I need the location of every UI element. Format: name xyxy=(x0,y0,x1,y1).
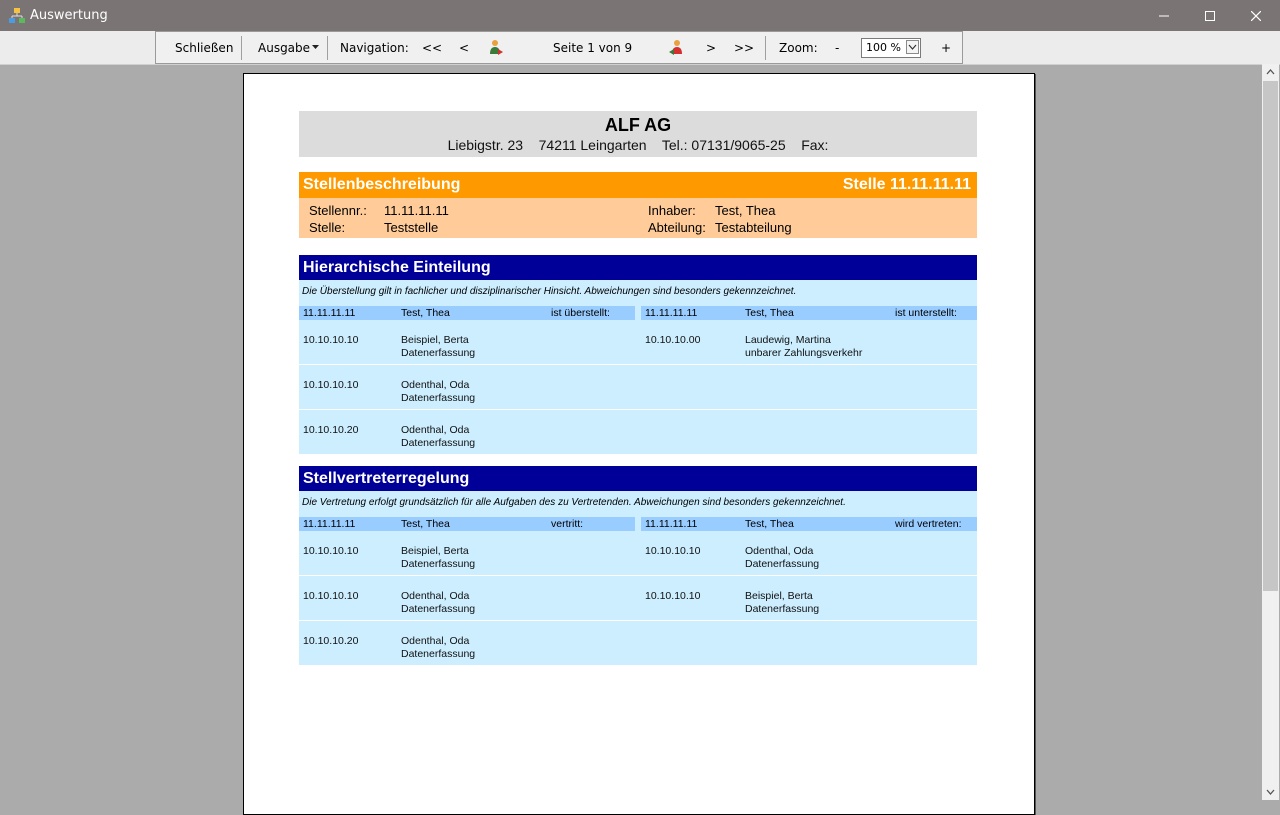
deputy-note: Die Vertretung erfolgt grundsätzlich für alle Aufgaben des zu Vertretenden. Abweichungen sind besonders gekennzeichnet. xyxy=(302,497,846,508)
person-prev-icon[interactable] xyxy=(488,39,504,55)
row-left-name: Odenthal, Oda xyxy=(401,635,470,647)
hierarchy-right-name: Test, Thea xyxy=(745,307,794,319)
row-left-nr: 10.10.10.10 xyxy=(303,590,359,602)
toolbar-separator xyxy=(241,36,242,60)
job-abteilung-value: Testabteilung xyxy=(715,220,792,235)
zoom-in-button[interactable]: + xyxy=(941,41,952,55)
hierarchy-note: Die Überstellung gilt in fachlicher und disziplinarischer Hinsicht. Abweichungen sind besonders gekennzeichnet. xyxy=(302,286,797,297)
deputy-left-name: Test, Thea xyxy=(401,518,450,530)
deputy-header xyxy=(299,466,977,491)
title-bar xyxy=(0,0,1280,31)
zoom-dropdown-icon xyxy=(907,41,918,53)
job-details xyxy=(299,198,977,238)
row-left-nr: 10.10.10.20 xyxy=(303,635,359,647)
deputy-left-rel: vertritt: xyxy=(551,518,584,530)
first-page-button[interactable]: << xyxy=(422,41,443,55)
table-row xyxy=(299,576,977,621)
chevron-down-icon[interactable] xyxy=(312,45,319,50)
company-header xyxy=(299,111,977,157)
minimize-icon xyxy=(1159,11,1169,21)
row-left-name: Odenthal, Oda xyxy=(401,424,470,436)
job-inhaber-label: Inhaber: xyxy=(648,203,696,218)
toolbar xyxy=(155,31,963,64)
row-right-nr: 10.10.10.00 xyxy=(645,334,701,346)
job-stelle-value: Teststelle xyxy=(384,220,439,235)
hierarchy-left-rel: ist überstellt: xyxy=(551,307,610,319)
report-page xyxy=(243,73,1035,815)
scroll-up-icon[interactable] xyxy=(1262,64,1279,81)
page-info: Seite 1 von 9 xyxy=(553,41,633,55)
job-abteilung-label: Abteilung: xyxy=(648,220,706,235)
row-left-role: Datenerfassung xyxy=(401,558,476,570)
output-button[interactable]: Ausgabe xyxy=(258,41,311,55)
job-number-title: Stelle 11.11.11.11 xyxy=(842,176,971,193)
maximize-button[interactable] xyxy=(1187,0,1233,31)
toolbar-separator xyxy=(327,36,328,60)
next-page-button[interactable]: > xyxy=(706,41,717,55)
row-left-role: Datenerfassung xyxy=(401,392,476,404)
table-row xyxy=(299,365,977,410)
hierarchy-right-rel: ist unterstellt: xyxy=(895,307,957,319)
row-right-role: unbarer Zahlungsverkehr xyxy=(745,347,863,359)
close-window-button[interactable] xyxy=(1233,0,1279,31)
row-left-name: Beispiel, Berta xyxy=(401,334,469,346)
table-row xyxy=(299,621,977,665)
deputy-right-nr: 11.11.11.11 xyxy=(645,518,698,530)
row-left-role: Datenerfassung xyxy=(401,347,476,359)
hierarchy-right-nr: 11.11.11.11 xyxy=(645,307,698,319)
row-left-role: Datenerfassung xyxy=(401,437,476,449)
hierarchy-right-header xyxy=(641,306,977,320)
company-address: Liebigstr. 23 74211 Leingarten Tel.: 07131/9065-25 Fax: xyxy=(447,137,829,153)
row-right-name: Beispiel, Berta xyxy=(745,590,813,602)
row-left-name: Odenthal, Oda xyxy=(401,590,470,602)
row-right-nr: 10.10.10.10 xyxy=(645,545,701,557)
hierarchy-left-nr: 11.11.11.11 xyxy=(303,307,356,319)
job-inhaber-value: Test, Thea xyxy=(715,203,776,218)
deputy-right-name: Test, Thea xyxy=(745,518,794,530)
row-left-nr: 10.10.10.20 xyxy=(303,424,359,436)
window-title: Auswertung xyxy=(30,8,108,23)
deputy-section xyxy=(299,491,977,665)
row-right-nr: 10.10.10.10 xyxy=(645,590,701,602)
row-left-nr: 10.10.10.10 xyxy=(303,545,359,557)
navigation-label: Navigation: xyxy=(340,41,409,55)
app-icon xyxy=(8,7,26,25)
zoom-out-button[interactable]: - xyxy=(835,41,840,55)
table-row xyxy=(299,410,977,454)
prev-page-button[interactable]: < xyxy=(459,41,470,55)
hierarchy-section xyxy=(299,280,977,454)
hierarchy-title: Hierarchische Einteilung xyxy=(303,259,491,276)
scroll-down-icon[interactable] xyxy=(1262,783,1279,800)
job-description-title: Stellenbeschreibung xyxy=(303,176,461,193)
deputy-right-header xyxy=(641,517,977,531)
minimize-button[interactable] xyxy=(1141,0,1187,31)
row-left-name: Beispiel, Berta xyxy=(401,545,469,557)
zoom-value: 100 % xyxy=(866,41,901,54)
toolbar-separator xyxy=(765,36,766,60)
maximize-icon xyxy=(1205,11,1215,21)
job-nr-label: Stellennr.: xyxy=(309,203,367,218)
last-page-button[interactable]: >> xyxy=(734,41,755,55)
hierarchy-left-header xyxy=(299,306,635,320)
deputy-left-header xyxy=(299,517,635,531)
zoom-select[interactable] xyxy=(861,38,921,58)
vertical-scrollbar[interactable] xyxy=(1262,64,1279,800)
close-icon xyxy=(1251,11,1261,21)
hierarchy-header xyxy=(299,255,977,280)
row-right-role: Datenerfassung xyxy=(745,558,820,570)
person-next-icon[interactable] xyxy=(668,39,684,55)
row-left-role: Datenerfassung xyxy=(401,603,476,615)
close-button[interactable]: Schließen xyxy=(175,41,234,55)
job-description-header xyxy=(299,172,977,198)
row-right-name: Odenthal, Oda xyxy=(745,545,814,557)
company-name: ALF AG xyxy=(604,115,672,135)
job-stelle-label: Stelle: xyxy=(309,220,346,235)
row-right-role: Datenerfassung xyxy=(745,603,820,615)
zoom-label: Zoom: xyxy=(779,41,818,55)
table-row xyxy=(299,320,977,365)
row-left-nr: 10.10.10.10 xyxy=(303,379,359,391)
job-nr-value: 11.11.11.11 xyxy=(384,203,449,218)
hierarchy-left-name: Test, Thea xyxy=(401,307,450,319)
deputy-title: Stellvertreterregelung xyxy=(303,470,470,487)
deputy-left-nr: 11.11.11.11 xyxy=(303,518,356,530)
row-left-name: Odenthal, Oda xyxy=(401,379,470,391)
row-left-nr: 10.10.10.10 xyxy=(303,334,359,346)
row-right-name: Laudewig, Martina xyxy=(745,334,831,346)
zoom-dropdown-button[interactable] xyxy=(906,40,919,54)
scrollbar-thumb[interactable] xyxy=(1263,81,1278,591)
table-row xyxy=(299,531,977,576)
row-left-role: Datenerfassung xyxy=(401,648,476,660)
deputy-right-rel: wird vertreten: xyxy=(895,518,962,530)
